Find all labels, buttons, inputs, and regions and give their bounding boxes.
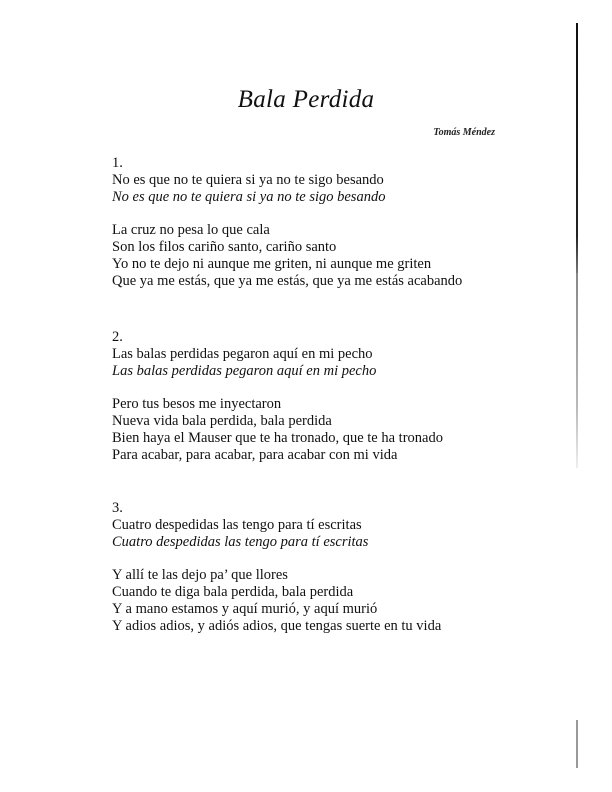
verse-line: Yo no te dejo ni aunque me griten, ni aunque me griten [112,256,432,272]
verse-line: Y a mano estamos y aquí murió, y aquí murió [112,601,378,617]
refrain-line: Cuatro despedidas las tengo para tí escritas [112,517,362,533]
verse-line: Y adios adios, y adiós adios, que tengas suerte en tu vida [112,618,442,634]
song-title: Bala Perdida [237,86,375,113]
verse-line: Pero tus besos me inyectaron [112,396,282,412]
section-number: 3. [112,500,123,516]
refrain-line-italic: No es que no te quiera si ya no te sigo besando [112,189,386,205]
refrain-line: No es que no te quiera si ya no te sigo besando [112,172,384,188]
refrain-line: Las balas perdidas pegaron aquí en mi pecho [112,346,373,362]
verse-line: Nueva vida bala perdida, bala perdida [112,413,332,429]
verse-line: Para acabar, para acabar, para acabar con mi vida [112,447,398,463]
scan-edge-line-lower [576,720,578,768]
verse-line: Son los filos cariño santo, cariño santo [112,239,337,255]
section-1 [112,155,462,290]
author-credit: Tomás Méndez [433,127,495,138]
verse-line: La cruz no pesa lo que cala [112,222,270,238]
verse-line: Bien haya el Mauser que te ha tronado, que te ha tronado [112,430,443,446]
scan-edge-line [576,23,578,273]
scan-edge-line-faded [576,273,578,468]
verse-line: Que ya me estás, que ya me estás, que ya me estás acabando [112,273,463,289]
verse-line: Y allí te las dejo pa’ que llores [112,567,288,583]
section-2 [112,329,443,464]
section-3 [112,500,441,635]
section-number: 2. [112,329,123,345]
verse-line: Cuando te diga bala perdida, bala perdida [112,584,354,600]
refrain-line-italic: Las balas perdidas pegaron aquí en mi pecho [112,363,377,379]
section-number: 1. [112,155,123,171]
refrain-line-italic: Cuatro despedidas las tengo para tí escritas [112,534,369,550]
